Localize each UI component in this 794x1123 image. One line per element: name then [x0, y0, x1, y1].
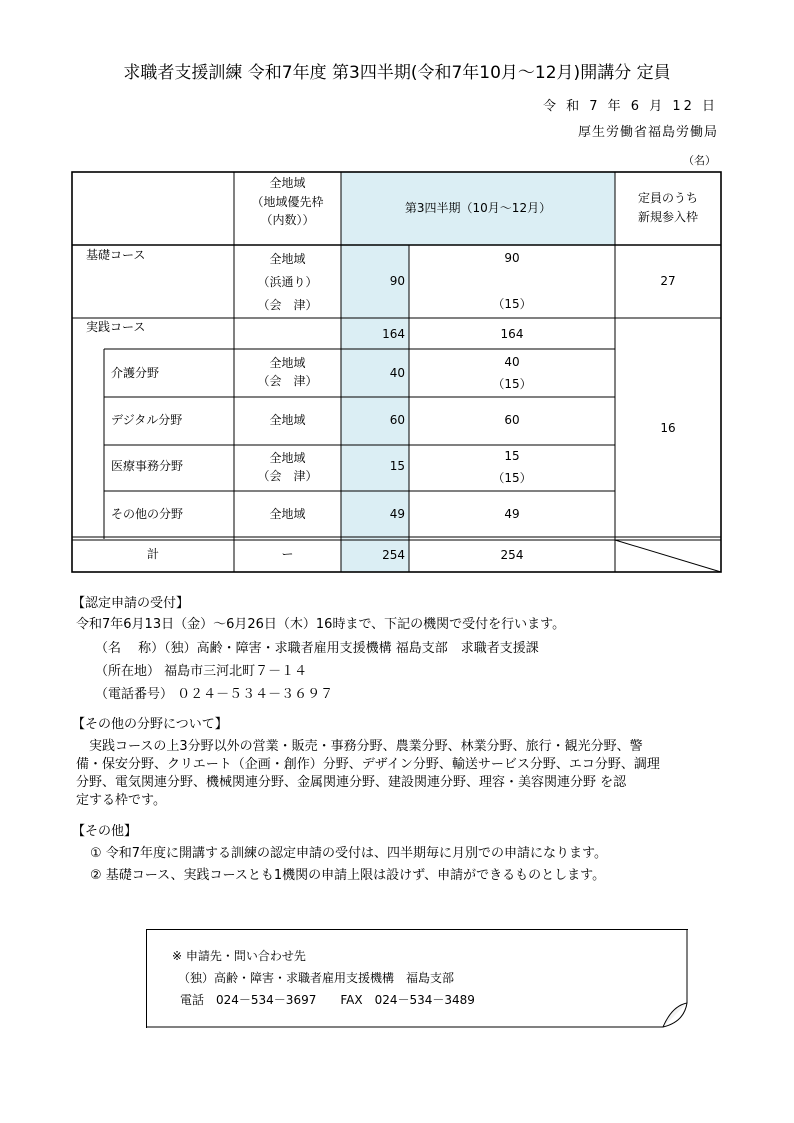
basic-quarter-value: 90	[504, 251, 520, 265]
basic-area-line3: （会 津）	[257, 298, 318, 312]
field-area-digital: 全地域	[269, 413, 306, 427]
field-area-medical-line2: （会 津）	[257, 469, 318, 483]
application-phone: （電話番号） ０２４－５３４－３６９７	[95, 687, 334, 702]
sum-label: 計	[146, 547, 159, 561]
header-quarter: 第3四半期（10月～12月）	[404, 201, 552, 215]
field-quarter-care: 40	[504, 355, 520, 369]
unit-label: （名）	[683, 154, 716, 167]
field-total-care: 40	[389, 366, 405, 380]
contact-title: ※ 申請先・問い合わせ先	[172, 949, 306, 963]
application-period: 令和7年6月13日（金）～6月26日（木）16時まで、下記の機関で受付を行います。	[76, 617, 566, 632]
basic-total: 90	[389, 274, 405, 288]
field-quarter-sub-medical: （15）	[492, 471, 532, 485]
field-quarter-medical: 15	[504, 449, 520, 463]
basic-course-label: 基礎コース	[86, 248, 146, 262]
field-total-medical: 15	[389, 459, 405, 473]
header-area-line1: 全地域	[269, 176, 306, 190]
misc-item-2: ② 基礎コース、実践コースとも1機関の申請上限は設けず、申請ができるものとします。	[90, 868, 606, 883]
field-area-care-line2: （会 津）	[257, 374, 318, 388]
header-area-line3: （内数））	[260, 213, 315, 228]
application-heading: 【認定申請の受付】	[72, 596, 190, 611]
basic-quarter-sub: （15）	[492, 297, 532, 311]
basic-new-entry: 27	[660, 274, 676, 288]
field-area-care-line1: 全地域	[269, 356, 306, 370]
issuer-name: 厚生労働省福島労働局	[577, 125, 718, 140]
basic-area-line2: （浜通り）	[257, 275, 318, 289]
field-total-digital: 60	[389, 413, 405, 427]
field-area-medical-line1: 全地域	[269, 451, 306, 465]
misc-heading: 【その他】	[72, 824, 138, 839]
header-new-line1: 定員のうち	[637, 191, 698, 205]
other-fields-line2: 備・保安分野、クリエート（企画・創作）分野、デザイン分野、輸送サービス分野、エコ分野、調理	[76, 757, 660, 772]
field-label-other: その他の分野	[111, 507, 184, 521]
other-fields-line1: 実践コースの上3分野以外の営業・販売・事務分野、農業分野、林業分野、旅行・観光分野、警	[76, 739, 643, 754]
practice-total: 164	[382, 327, 405, 341]
basic-area-line1: 全地域	[269, 252, 306, 266]
field-label-digital: デジタル分野	[111, 413, 183, 427]
issue-date: 令 和 7 年 6 月 12 日	[542, 99, 718, 114]
field-quarter-digital: 60	[504, 413, 520, 427]
application-org-name: （名 称）（独）高齢・障害・求職者雇用支援機構 福島支部 求職者支援課	[95, 641, 539, 656]
other-fields-heading: 【その他の分野について】	[72, 717, 228, 732]
field-quarter-sub-care: （15）	[492, 377, 532, 391]
practice-new-entry: 16	[660, 421, 676, 435]
sum-quarter: 254	[500, 548, 524, 562]
practice-quarter-value: 164	[500, 327, 524, 341]
field-label-medical: 医療事務分野	[111, 459, 184, 473]
other-fields-line3: 分野、電気関連分野、機械関連分野、金属関連分野、建設関連分野、理容・美容関連分野 を認	[76, 775, 627, 790]
sum-total: 254	[382, 548, 405, 562]
contact-org: （独）高齢・障害・求職者雇用支援機構 福島支部	[178, 971, 455, 985]
field-area-other: 全地域	[269, 507, 306, 521]
misc-item-1: ① 令和7年度に開講する訓練の認定申請の受付は、四半期毎に月別での申請になります。	[90, 846, 608, 861]
header-new-line2: 新規参入枠	[637, 209, 698, 224]
contact-phone-fax: 電話 024－534－3697 FAX 024－534－3489	[180, 993, 475, 1007]
application-address: （所在地） 福島市三河北町７－１４	[95, 664, 308, 679]
field-label-care: 介護分野	[111, 366, 160, 380]
field-quarter-other: 49	[504, 507, 520, 521]
field-total-other: 49	[389, 507, 405, 521]
practice-course-label: 実践コース	[86, 320, 146, 334]
other-fields-line4: 定する枠です。	[76, 793, 166, 808]
page-title: 求職者支援訓練 令和7年度 第3四半期(令和7年10月～12月)開講分 定員	[123, 63, 671, 83]
header-area-line2: （地域優先枠	[251, 194, 324, 209]
sum-area: ー	[281, 547, 294, 561]
